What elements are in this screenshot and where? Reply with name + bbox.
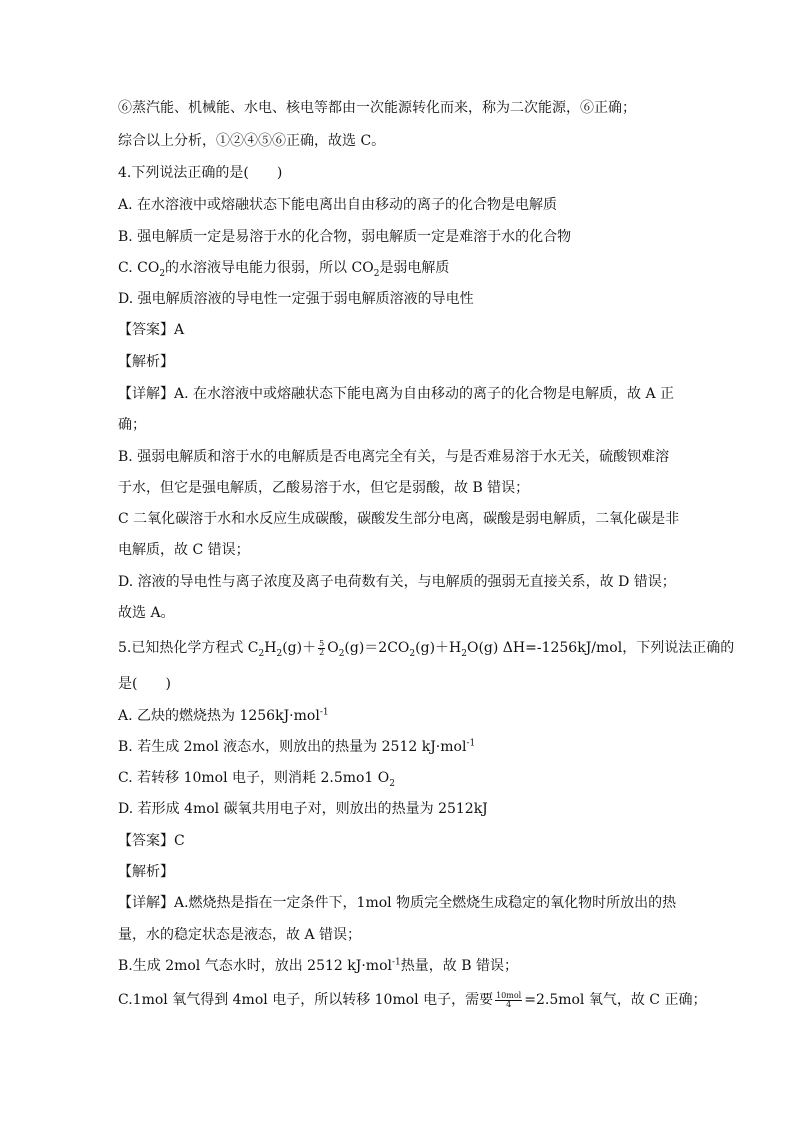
question-5-option-a: A. 乙炔的燃烧热为 1256kJ·mol$^{-1}$	[118, 707, 329, 724]
question-4-option-c: C. $CO_2$的水溶液导电能力很弱，所以 $CO_2$是弱电解质	[118, 260, 450, 279]
question-4-stem: 4.下列说法正确的是( )	[118, 165, 283, 181]
answer-label: 【答案】A	[118, 322, 185, 338]
analysis-label: 【解析】	[118, 864, 174, 880]
fraction: $\frac{\text{10mol}}{4}$	[496, 990, 522, 1009]
question-5-option-c: C. 若转移 10mol 电子，则消耗 2.5mo1 $O_2$	[118, 770, 395, 789]
explanation-line: 【详解】A.燃烧热是指在一定条件下，1mol 物质完全燃烧生成稳定的氧化物时所放出的热	[118, 895, 677, 911]
question-5-stem: 5.已知热化学方程式 $C_2H_2(g)+$ $\frac{5}{2}$ $O_2(g)=2CO_2(g)+H_2O(g)$ ΔH=-1256kJ/mol，下列说法正确的	[118, 638, 735, 659]
question-5-option-d: D. 若形成 4mol 碳氧共用电子对，则放出的热量为 2512kJ	[118, 801, 488, 817]
question-5-option-b: B. 若生成 2mol 液态水，则放出的热量为 2512 kJ·mol$^{-1}$	[118, 738, 476, 755]
explanation-line: 于水，但它是强电解质，乙酸易溶于水，但它是弱酸，故 B 错误；	[118, 480, 530, 496]
explanation-line: D. 溶液的导电性与离子浓度及离子电荷数有关，与电解质的强弱无直接关系，故 D 错误；	[118, 574, 676, 590]
explanation-line: 确；	[118, 417, 146, 433]
question-4-option-a: A. 在水溶液中或熔融状态下能电离出自由移动的离子的化合物是电解质	[118, 197, 558, 213]
conclusion-line: 故选 A。	[118, 605, 175, 621]
question-4-option-b: B. 强电解质一定是易溶于水的化合物，弱电解质一定是难溶于水的化合物	[118, 229, 572, 245]
text-line: 综合以上分析，①②④⑤⑥正确，故选 C。	[118, 133, 386, 149]
question-4-option-d: D. 强电解质溶液的导电性一定强于弱电解质溶液的导电性	[118, 291, 474, 307]
question-5-stem-cont: 是( )	[118, 676, 171, 692]
answer-label: 【答案】C	[118, 833, 185, 849]
explanation-line: 电解质，故 C 错误；	[118, 542, 250, 558]
analysis-label: 【解析】	[118, 354, 174, 370]
explanation-line: B. 强弱电解质和溶于水的电解质是否电离完全有关，与是否难易溶于水无关，硫酸钡难溶	[118, 449, 670, 465]
fraction: $\frac{5}{2}$	[319, 638, 325, 657]
explanation-line: C 二氧化碳溶于水和水反应生成碳酸，碳酸发生部分电离，碳酸是弱电解质，二氧化碳是非	[118, 511, 680, 527]
explanation-line: 量，水的稳定状态是液态，故 A 错误；	[118, 927, 362, 943]
explanation-line: B.生成 2mol 气态水时，放出 2512 kJ·mol$^{-1}$热量，故 B 错误；	[118, 957, 518, 974]
explanation-line: C.1mol 氧气得到 4mol 电子，所以转移 10mol 电子，需要 $\frac{\text{10mol}}{4}$ =2.5mol 氧气，故 C 正确；	[118, 990, 707, 1009]
explanation-line: 【详解】A. 在水溶液中或熔融状态下能电离为自由移动的离子的化合物是电解质，故 A 正	[118, 386, 675, 402]
text-line: ⑥蒸汽能、机械能、水电、核电等都由一次能源转化而来，称为二次能源，⑥正确；	[118, 100, 636, 116]
